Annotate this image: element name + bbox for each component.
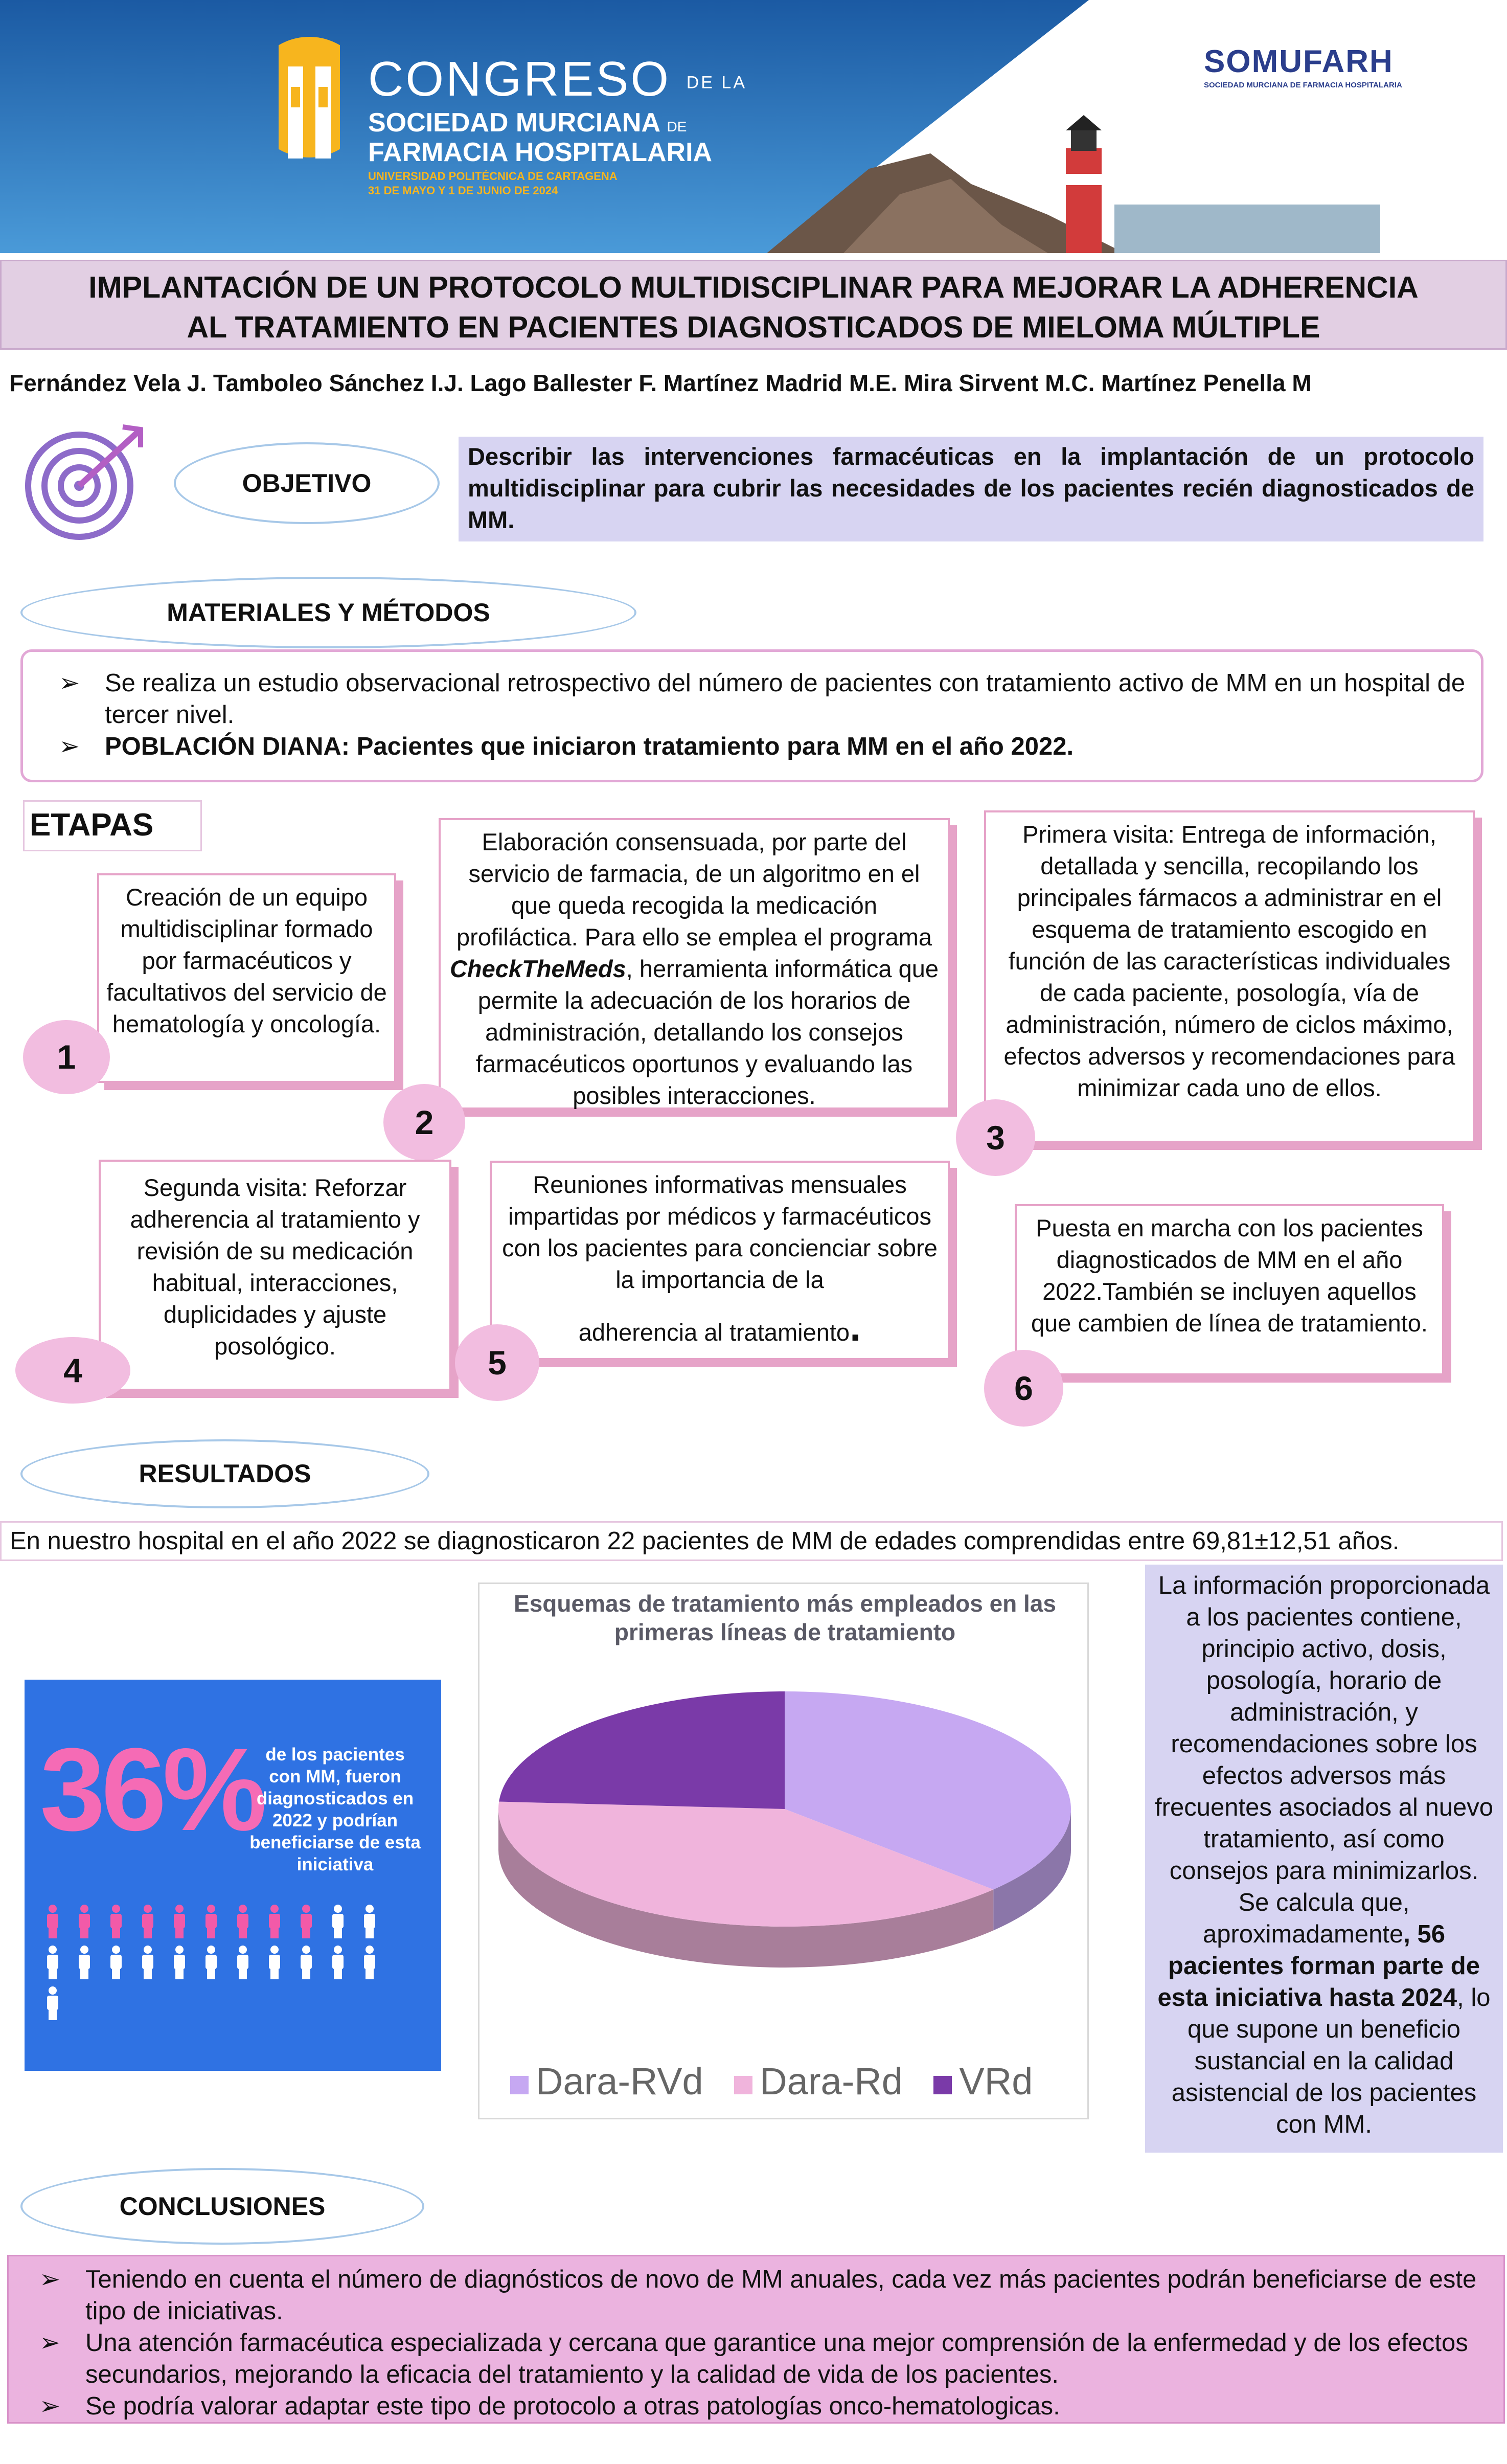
person-icon [269, 1946, 280, 1979]
methods-box [20, 649, 1483, 782]
title-line-1: IMPLANTACIÓN DE UN PROTOCOLO MULTIDISCIPLINAR PARA MEJORAR LA ADHERENCIA [88, 270, 1419, 304]
conclusion-item-1: ➢ Teniendo en cuenta el número de diagnósticos de novo de MM anuales, cada vez más pacientes podrán beneficiarse de este tipo de iniciativas. [29, 2264, 1493, 2327]
legend-item: Dara-RVd [510, 2060, 703, 2103]
person-icon [206, 1905, 217, 1938]
step-1-card: Creación de un equipo multidisciplinar formado por farmacéuticos y facultativos del servicio de hematología y oncología. [97, 873, 396, 1083]
congress-word: CONGRES [368, 52, 631, 106]
somufarh-subtitle: SOCIEDAD MURCIANA DE FARMACIA HOSPITALARIA [1204, 81, 1402, 89]
arrow-bullet-icon: ➢ [39, 2329, 61, 2357]
congress-line3: FARMACIA HOSPITALARIA [368, 138, 713, 167]
step-6-number: 6 [984, 1350, 1063, 1427]
arrow-bullet-icon: ➢ [59, 669, 80, 697]
person-icon [47, 1905, 58, 1938]
conclusions-label: CONCLUSIONES [20, 2168, 424, 2245]
etapas-label: ETAPAS [23, 800, 202, 851]
arrow-bullet-icon: ➢ [39, 2392, 61, 2420]
legend-swatch [933, 2076, 952, 2094]
person-icon [301, 1946, 312, 1979]
step-1-number: 1 [23, 1020, 110, 1094]
congress-de-la: DE LA [686, 73, 747, 93]
conclusion-item-2: ➢ Una atención farmacéutica especializada y cercana que garantice una mejor comprensión de la enfermedad y de los efectos secundarios, mejorando la eficacia del tratamiento y la calidad de vida de los pacientes. [29, 2327, 1493, 2390]
results-label: RESULTADOS [20, 1439, 429, 1508]
methods-item-2: ➢ POBLACIÓN DIANA: Pacientes que iniciaron tratamiento para MM en el año 2022. [59, 731, 1466, 762]
legend-item: VRd [933, 2060, 1033, 2103]
step-4-number: 4 [15, 1337, 130, 1404]
congress-wordmark [368, 54, 747, 108]
person-icon [110, 1905, 122, 1938]
poster-title [0, 260, 1507, 350]
pie-chart [478, 1583, 1089, 2119]
chart-legend [510, 2060, 1060, 2106]
towers-logo-icon [279, 31, 340, 164]
person-icon [47, 1986, 58, 2020]
person-icon [206, 1946, 217, 1979]
person-icon [79, 1905, 90, 1938]
congress-university: UNIVERSIDAD POLITÉCNICA DE CARTAGENA [368, 170, 618, 183]
legend-swatch [734, 2076, 752, 2094]
objetivo-text: Describir las intervenciones farmacéuticas en la implantación de un protocolo multidisciplinar para cubrir las necesidades de los pacientes recién diagnosticados de MM. [459, 437, 1483, 541]
step-5-number: 5 [455, 1324, 539, 1401]
pie-slice-vrd [499, 1691, 785, 1809]
step-5-card: Reuniones informativas mensuales impartidas por médicos y farmacéuticos con los pacientes para concienciar sobre la importancia de la adherencia al tratamiento. [490, 1161, 950, 1360]
target-icon [15, 409, 164, 547]
congress-suffix: O [630, 52, 671, 106]
step-2-card: Elaboración consensuada, por parte del servicio de farmacia, de un algoritmo en el que queda recogida la medicación profiláctica. Para ello se emplea el programa CheckTheMeds, herramienta informática que permite la adecuación de los horarios de administración, detallando los consejos farmacéuticos oportunos y evaluando las posibles interacciones. [439, 818, 950, 1110]
legend-swatch [510, 2076, 529, 2094]
arrow-bullet-icon: ➢ [59, 733, 80, 760]
header-banner [0, 0, 1507, 253]
person-icon [237, 1905, 248, 1938]
legend-item: Dara-Rd [734, 2060, 903, 2103]
person-icon [110, 1946, 122, 1979]
person-icon [364, 1905, 375, 1938]
person-icon [47, 1946, 58, 1979]
person-icon [142, 1905, 153, 1938]
person-icon [174, 1946, 185, 1979]
methods-item-1: ➢ Se realiza un estudio observacional retrospectivo del número de pacientes con tratamiento activo de MM en un hospital de tercer nivel. [59, 667, 1466, 731]
checkthemeds-program: CheckTheMeds [449, 955, 626, 982]
arrow-bullet-icon: ➢ [39, 2266, 61, 2293]
congress-line2: SOCIEDAD MURCIANA DE [368, 108, 687, 138]
objetivo-label: OBJETIVO [174, 442, 440, 524]
person-icon [301, 1905, 312, 1938]
percent-figure: 36% [40, 1724, 263, 1855]
somufarh-logo: SOMUFARH [1204, 44, 1394, 79]
infographic-36-percent [25, 1680, 441, 2071]
results-summary: En nuestro hospital en el año 2022 se diagnosticaron 22 pacientes de MM de edades comprendidas entre 69,81±12,51 años. [0, 1521, 1503, 1561]
header-background [0, 0, 1507, 253]
person-icon [364, 1946, 375, 1979]
step-3-number: 3 [956, 1099, 1035, 1176]
step-3-card: Primera visita: Entrega de información, detallada y sencilla, recopilando los principales fármacos a administrar en el esquema de tratamiento escogido en función de las características individuales de cada paciente, posología, vía de administración, número de ciclos máximo, efectos adversos y recomendaciones para minimizar cada uno de ellos. [984, 810, 1475, 1143]
chart-title: Esquemas de tratamiento más empleados en las primeras líneas de tratamiento [514, 1590, 1056, 1645]
congress-dates: 31 DE MAYO Y 1 DE JUNIO DE 2024 [368, 184, 558, 197]
methods-label: MATERIALES Y MÉTODOS [20, 577, 636, 648]
conclusion-item-3: ➢ Se podría valorar adaptar este tipo de protocolo a otras patologías onco-hematologicas. [29, 2390, 1493, 2422]
pie-plot [480, 1676, 1090, 2003]
conclusions-box [7, 2255, 1505, 2424]
person-icon [332, 1946, 344, 1979]
person-icon [269, 1905, 280, 1938]
person-icon [332, 1905, 344, 1938]
results-side-text: La información proporcionada a los pacientes contiene, principio activo, dosis, posología, horario de administración, y recomendaciones sobre los efectos adversos más frecuentes asociados al nuevo tratamiento, así como consejos para minimizarlos. Se calcula que, aproximadamente, 56 pacientes forman parte de esta iniciativa hasta 2024, lo que supone un beneficio sustancial en la calidad asistencial de los pacientes con MM. [1145, 1565, 1503, 2153]
person-icon [237, 1946, 248, 1979]
person-icon [79, 1946, 90, 1979]
step-6-card: Puesta en marcha con los pacientes diagnosticados de MM en el año 2022.También se incluyen aquellos que cambien de línea de tratamiento. [1015, 1204, 1444, 1375]
person-icon [142, 1946, 153, 1979]
people-pictogram [42, 1900, 431, 2063]
infographic-caption: de los pacientes con MM, fueron diagnosticados en 2022 y podrían beneficiarse de esta iniciativa [249, 1745, 421, 1874]
person-icon [174, 1905, 185, 1938]
step-2-number: 2 [383, 1084, 465, 1161]
authors-line: Fernández Vela J. Tamboleo Sánchez I.J. Lago Ballester F. Martínez Madrid M.E. Mira Sirvent M.C. Martínez Penella M [9, 370, 1312, 396]
title-line-2: AL TRATAMIENTO EN PACIENTES DIAGNOSTICADOS DE MIELOMA MÚLTIPLE [187, 310, 1320, 344]
step-4-card: Segunda visita: Reforzar adherencia al tratamiento y revisión de su medicación habitual, interacciones, duplicidades y ajuste posológico. [99, 1160, 451, 1391]
